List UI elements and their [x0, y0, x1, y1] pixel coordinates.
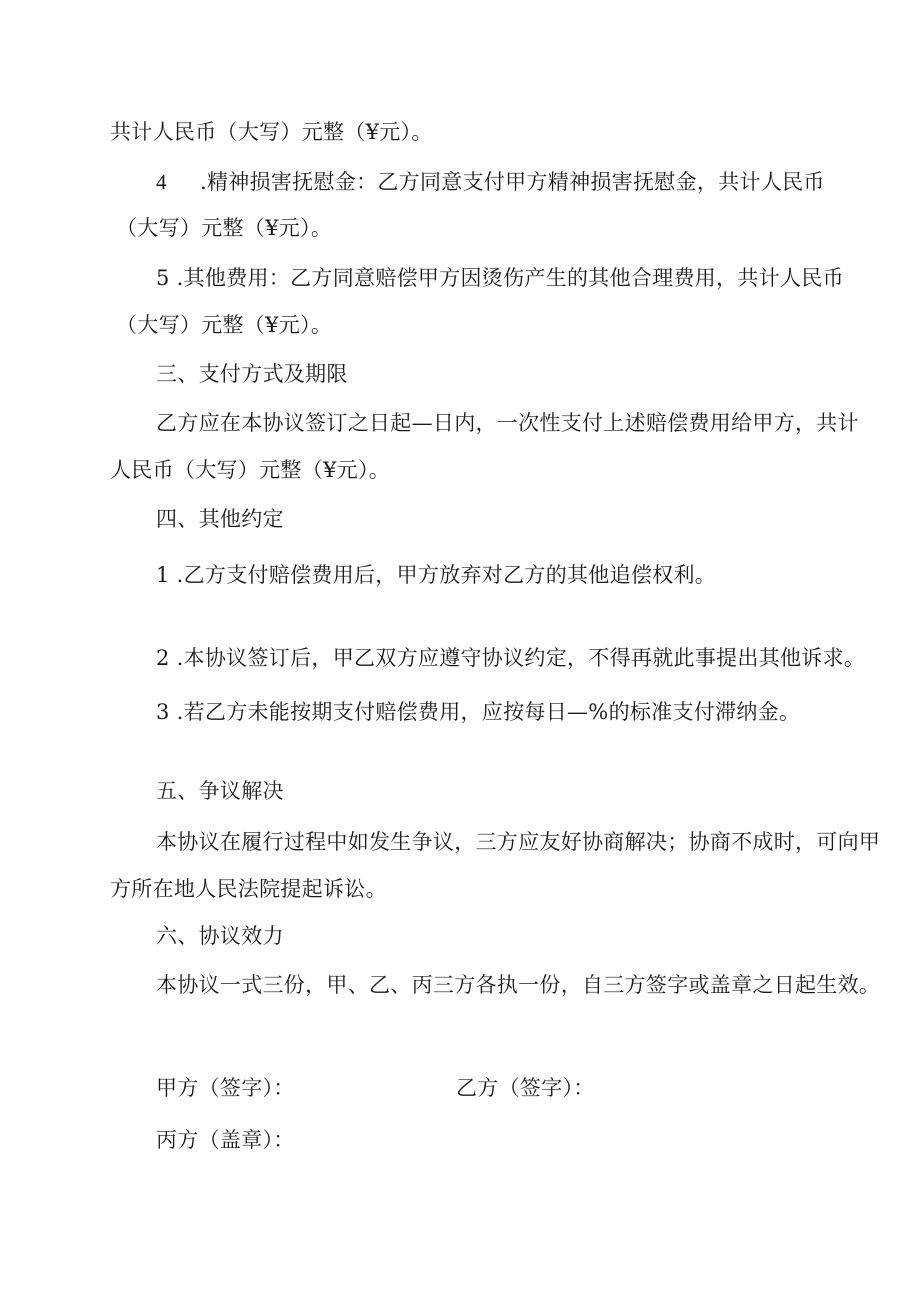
section-4-item-3: 3 .若乙方未能按期支付赔偿费用，应按每日—%的标准支付滞纳金。: [156, 700, 801, 724]
section-6-paragraph-line: 本协议一式三份，甲、乙、丙三方各执一份，自三方签字或盖章之日起生效。: [156, 973, 881, 997]
section-3-paragraph-line: 乙方应在本协议签订之日起—日内，一次性支付上述赔偿费用给甲方，共计: [156, 411, 859, 435]
item-5-continuation: （大写）元整（¥元）。: [116, 313, 333, 337]
section-4-item-1: 1 .乙方支付赔偿费用后，甲方放弃对乙方的其他追偿权利。: [156, 563, 717, 587]
item-4-continuation: （大写）元整（¥元）。: [116, 216, 333, 240]
section-5-paragraph-line: 方所在地人民法院提起诉讼。: [110, 877, 387, 901]
item-4-text: .精神损害抚慰金：乙方同意支付甲方精神损害抚慰金，共计人民币: [200, 170, 825, 194]
item-number: 4: [156, 170, 167, 194]
section-4-heading: 四、其他约定: [156, 507, 284, 531]
section-6-heading: 六、协议效力: [156, 924, 284, 948]
party-c-seal-label: 丙方（盖章）：: [156, 1128, 295, 1152]
item-5-text: 5 .其他费用：乙方同意赔偿甲方因烫伤产生的其他合理费用，共计人民币: [156, 266, 844, 290]
party-b-signature-label: 乙方（签字）：: [456, 1076, 595, 1100]
section-5-heading: 五、争议解决: [156, 779, 284, 803]
section-5-paragraph-line: 本协议在履行过程中如发生争议，三方应友好协商解决；协商不成时，可向甲: [156, 830, 881, 854]
paragraph-line: 共计人民币（大写）元整（¥元）。: [110, 120, 433, 144]
item-4-number: [156, 167, 167, 197]
section-3-heading: 三、支付方式及期限: [156, 362, 348, 386]
section-3-paragraph-line: 人民币（大写）元整（¥元）。: [110, 458, 391, 482]
section-4-item-2: 2 .本协议签订后，甲乙双方应遵守协议约定，不得再就此事提出其他诉求。: [156, 646, 866, 670]
party-a-signature-label: 甲方（签字）：: [156, 1076, 295, 1100]
